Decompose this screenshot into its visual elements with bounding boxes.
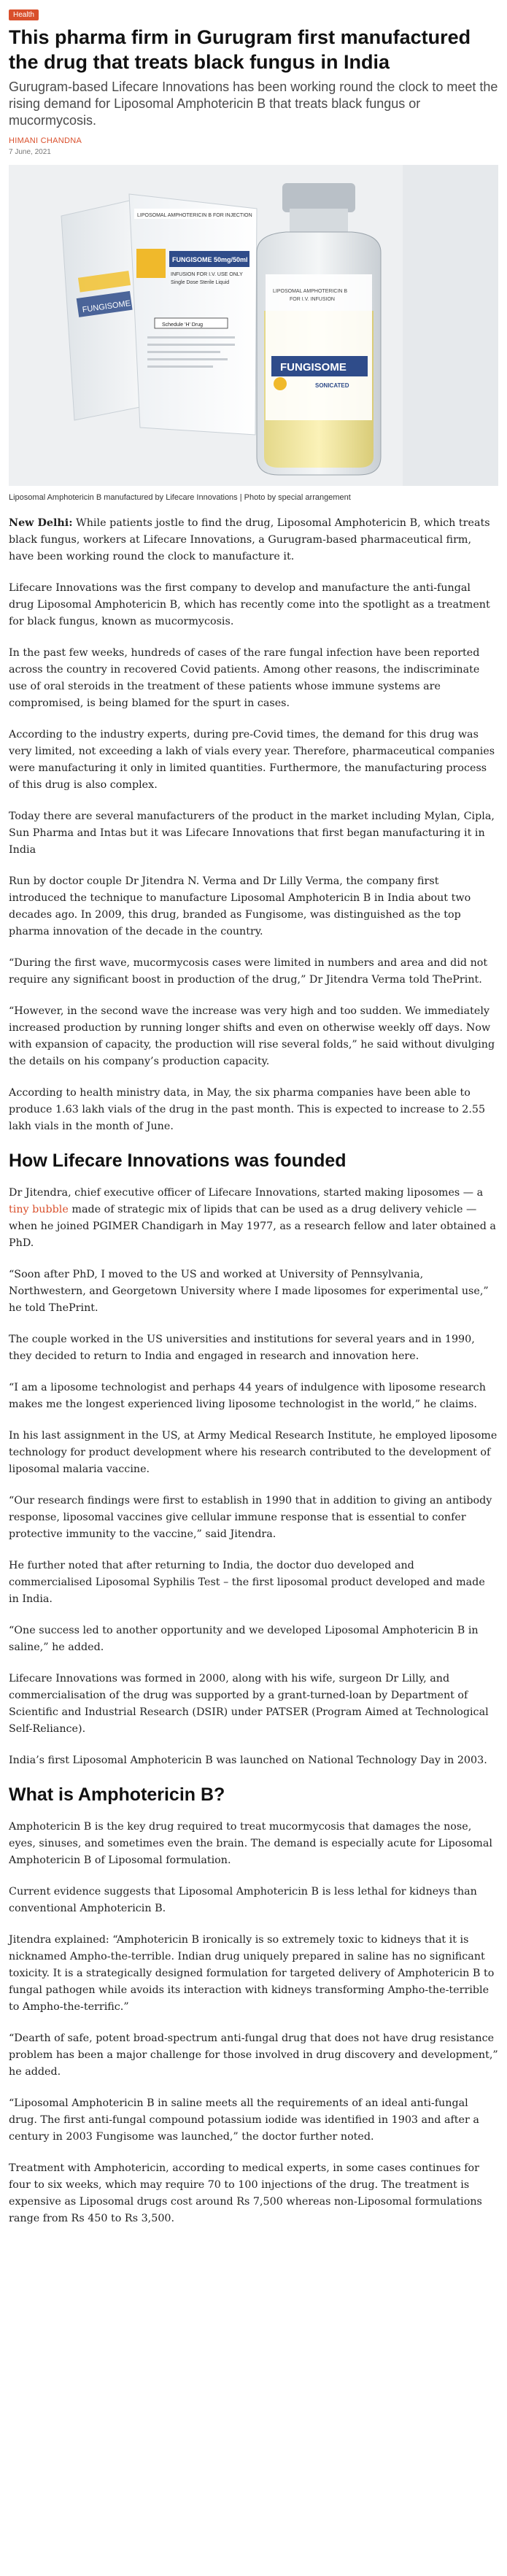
article-deck: Gurugram-based Lifecare Innovations has been working round the clock to meet the rising demand for Liposomal Amphotericin B that treats black fungus or mucormycosis.: [9, 80, 498, 128]
schedule-h-label: Schedule 'H' Drug: [162, 322, 203, 328]
publish-date: 7 June, 2021: [9, 148, 51, 156]
paragraph: “Soon after PhD, I moved to the US and worked at University of Pennsylvania, Northwestern, and Georgetown University where I made liposomes for experimental use,” he told ThePrint.: [9, 1269, 489, 1314]
paragraph: He further noted that after returning to India, the doctor duo developed and commercialised Liposomal Syphilis Test – the first liposomal product developed and made in India.: [9, 1560, 485, 1605]
paragraph: Treatment with Amphotericin, according to medical experts, in some cases continues for four to six weeks, which may require 70 to 100 injections of the drug. The treatment is expensive as Liposomal drugs cost around Rs 7,500 whereas non-Liposomal formulations range from Rs 450 to Rs 3,500.: [9, 2162, 482, 2224]
drug-product-photo: [9, 165, 498, 486]
paragraph: India’s first Liposomal Amphotericin B was launched on National Technology Day in 2003.: [9, 1755, 487, 1766]
paragraph: “However, in the second wave the increase was very high and too sudden. We immediately increased production by running longer shifts and even on otherwise weekly off days. Now with expansion of capacity, the production will rise several folds,” he said without divulging the details on his company’s production capacity.: [9, 1005, 495, 1067]
paragraph: Run by doctor couple Dr Jitendra N. Verma and Dr Lilly Verma, the company first introduced the technique to manufacture Liposomal Amphotericin B in India about two decades ago. In 2009, this drug, branded as Fungisome, was distinguished as the top pharma innovation of the decade in the country.: [9, 875, 471, 937]
section-heading-amphotericin: What is Amphotericin B?: [9, 1784, 225, 1805]
vial-top-label: LIPOSOMAL AMPHOTERICIN B: [273, 289, 348, 294]
carton-top-label: LIPOSOMAL AMPHOTERICIN B FOR INJECTION: [137, 213, 252, 218]
vial-top-label-2: FOR I.V. INFUSION: [290, 297, 335, 302]
carton-brand: FUNGISOME 50mg/50ml: [172, 256, 248, 263]
paragraph: Lifecare Innovations was formed in 2000, along with his wife, surgeon Dr Lilly, and commercialisation of the drug was supported by a grant-turned-loan by Department of Scientific and Industrial Research (DSIR) under PATSER (Program Aimed at Technological Self-Reliance).: [9, 1673, 489, 1735]
paragraph: In his last assignment in the US, at Army Medical Research Institute, he employed liposome technology for product development where his research contributed to the development of liposomal malaria vaccine.: [9, 1430, 498, 1475]
paragraph: “I am a liposome technologist and perhaps 44 years of indulgence with liposome research makes me the longest experienced living liposome technologist in the world,” he claims.: [9, 1382, 486, 1410]
paragraph: “Liposomal Amphotericin B in saline meets all the requirements of an ideal anti-fungal drug. The first anti-fungal compound potassium iodide was identified in 1903 and after a century in 2003 Fungisome was launched,” the doctor further noted.: [9, 2097, 479, 2143]
tiny-bubble-link[interactable]: tiny bubble: [9, 1204, 69, 1215]
paragraph: The couple worked in the US universities and institutions for several years and in 1990, they decided to return to India and engaged in research and innovation here.: [9, 1334, 475, 1362]
dateline: New Delhi:: [9, 517, 73, 529]
right-carton: [129, 194, 257, 435]
paragraph: In the past few weeks, hundreds of cases of the rare fungal infection have been reported across the country in recovered Covid patients. Among other reasons, the indiscriminate use of oral steroids in the treatment of these patients whose immune systems are compromised, is being blamed for the spurt in cases.: [9, 647, 480, 709]
paragraph: “Dearth of safe, potent broad-spectrum anti-fungal drug that does not have drug resistance problem has been a major challenge for those involved in drug discovery and development,” he added.: [9, 2032, 498, 2078]
paragraph: [9, 515, 498, 565]
headline: This pharma firm in Gurugram first manufactured the drug that treats black fungus in India: [9, 26, 471, 73]
carton-infusion-label: INFUSION FOR I.V. USE ONLY: [171, 272, 243, 277]
paragraph: Jitendra explained: “Amphotericin B ironically is so extremely toxic to kidneys that it is nicknamed Ampho-the-terrible. Indian drug uniquely prepared in saline has no significant toxicity. It is a strategically designed formulation for targeted delivery of Amphotericin B to fungal pathogen while avoids its interaction with kidneys transforming Ampho-the-terrible to Ampho-the-terrific.”: [9, 1934, 495, 2013]
paragraph: “One success led to another opportunity and we developed Liposomal Amphotericin B in saline,” he added.: [9, 1625, 479, 1653]
section-heading-founded: How Lifecare Innovations was founded: [9, 1150, 347, 1171]
paragraph: [9, 1185, 498, 1252]
hero-image: [9, 165, 498, 486]
paragraph: Amphotericin B is the key drug required to treat mucormycosis that damages the nose, eyes, sinuses, and sometimes even the brain. The demand is especially acute for Liposomal Amphotericin B of Liposomal formulation.: [9, 1821, 492, 1866]
paragraph: Lifecare Innovations was the first company to develop and manufacture the anti-fungal drug Liposomal Amphotericin B, which has recently come into the spotlight as a treatment for black fungus, known as mucormycosis.: [9, 582, 490, 627]
carton-vial-label: Single Dose Sterile Liquid: [171, 280, 230, 285]
paragraph-text: Dr Jitendra, chief executive officer of Lifecare Innovations, started making liposomes — a: [9, 1187, 484, 1199]
paragraph-text: While patients jostle to find the drug, Liposomal Amphotericin B, which treats black fungus, workers at Lifecare Innovations, a Gurugram-based pharmaceutical firm, have been working round the clock to manufacture it.: [9, 517, 490, 562]
vial-brand: FUNGISOME: [280, 361, 347, 374]
paragraph: “During the first wave, mucormycosis cases were limited in numbers and area and did not require any significant boost in production of the drug,” Dr Jitendra Verma told ThePrint.: [9, 957, 488, 986]
vial-sonicated: SONICATED: [315, 382, 349, 389]
image-caption: Liposomal Amphotericin B manufactured by Lifecare Innovations | Photo by special arrangement: [9, 493, 351, 502]
left-carton-brand: FUNGISOME: [82, 298, 131, 315]
article-body: [9, 515, 498, 2227]
paragraph: “Our research findings were first to establish in 1990 that in addition to giving an antibody response, liposomal vaccines give cellular immune response that is essential to confer protective immunity to the vaccine,” said Jitendra.: [9, 1495, 492, 1540]
paragraph: According to the industry experts, during pre-Covid times, the demand for this drug was very limited, not exceeding a lakh of vials every year. Therefore, pharmaceutical companies were manufacturing it only in limited quantities. Furthermore, the manufacturing process of this drug is also complex.: [9, 729, 495, 791]
paragraph: Current evidence suggests that Liposomal Amphotericin B is less lethal for kidneys than conventional Amphotericin B.: [9, 1886, 477, 1914]
paragraph: According to health ministry data, in May, the six pharma companies have been able to produce 1.63 lakh vials of the drug in the past month. This is expected to increase to 2.55 lakh vials in the month of June.: [9, 1087, 486, 1132]
author-byline[interactable]: HIMANI CHANDNA: [9, 136, 82, 145]
category-tag[interactable]: Health: [9, 9, 39, 20]
paragraph: Today there are several manufacturers of the product in the market including Mylan, Cipla, Sun Pharma and Intas but it was Lifecare Innovations that first began manufacturing it in India: [9, 811, 495, 856]
paragraph-text: made of strategic mix of lipids that can be used as a drug delivery vehicle — when he joined PGIMER Chandigarh in May 1977, as a research fellow and later obtained a PhD.: [9, 1204, 496, 1249]
